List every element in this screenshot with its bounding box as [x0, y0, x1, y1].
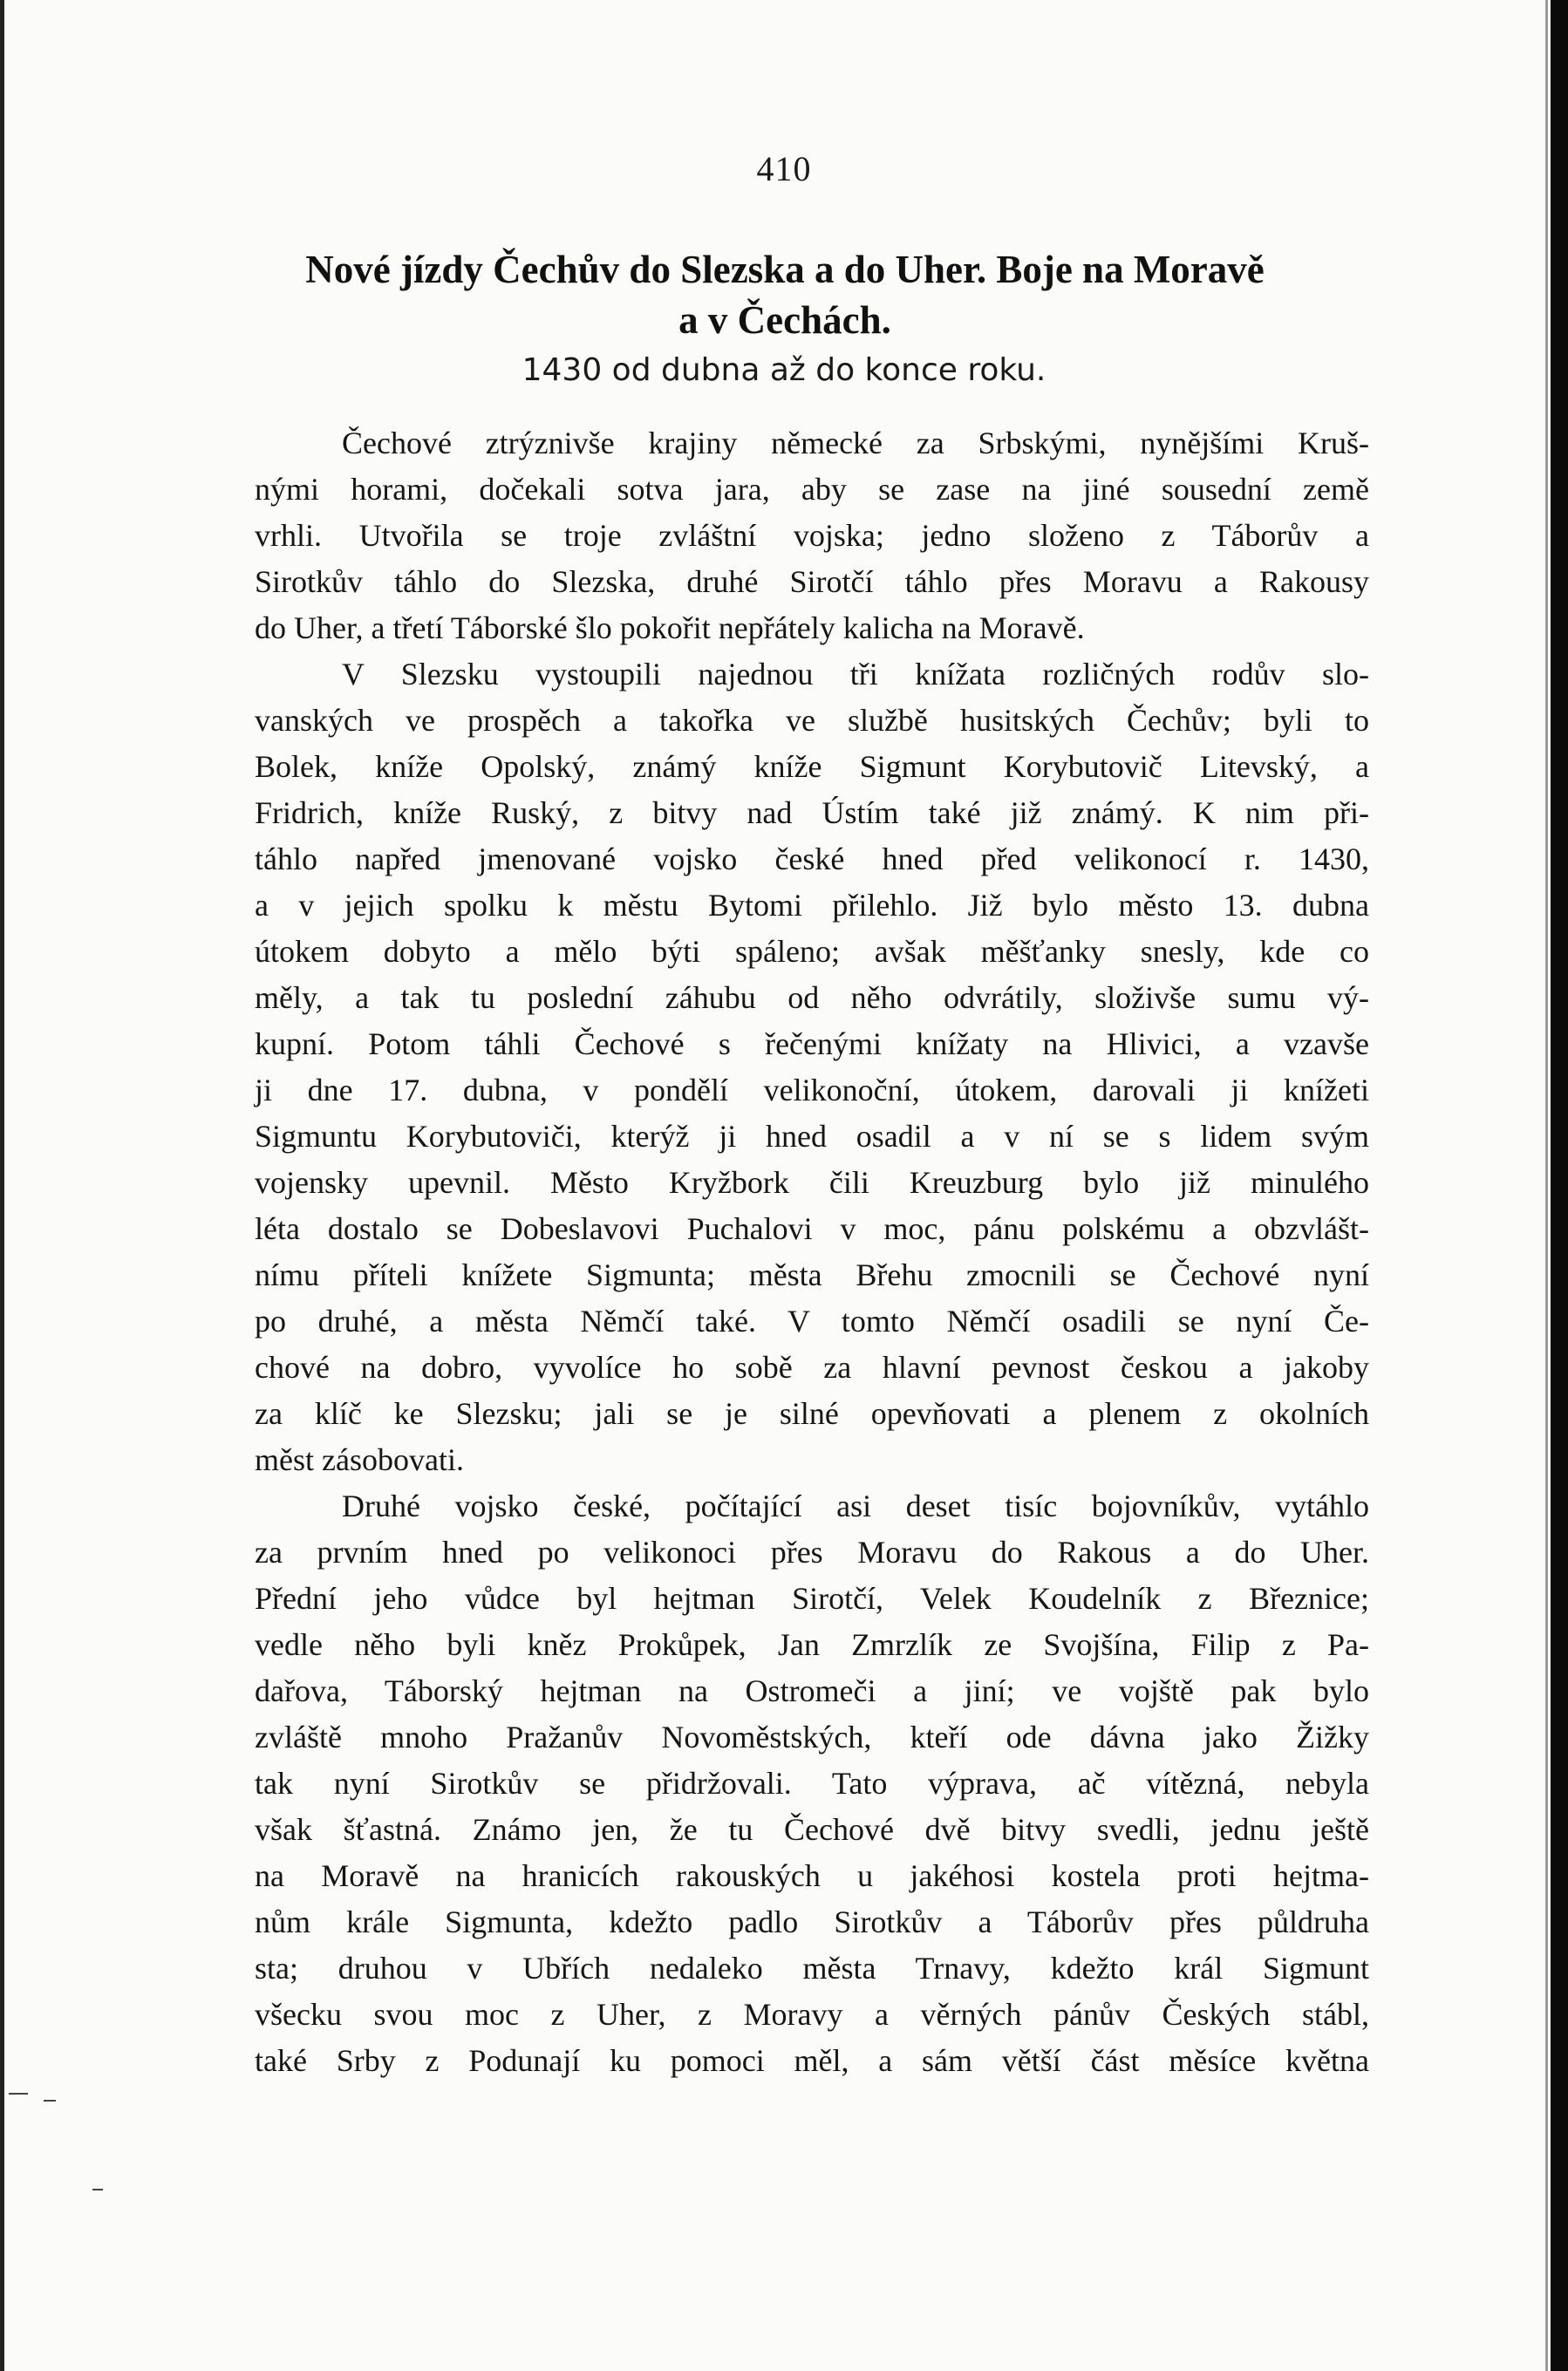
- heading-line: Nové jízdy Čechův do Slezska a do Uher. Boje na Moravě: [305, 248, 1265, 291]
- scan-mark: [44, 2100, 56, 2102]
- text-line: na Moravě na hranicích rakouských u jakéhosi kostela proti hejtma-: [255, 1858, 1369, 1893]
- page-number: 410: [756, 149, 812, 188]
- text-line: nými horami, dočekali sotva jara, aby se zase na jiné sousední země: [255, 472, 1369, 507]
- chapter-subheading: 1430 od dubna až do konce roku.: [522, 352, 1046, 388]
- text-line: vanských ve prospěch a takořka ve službě husitských Čechův; byli to: [255, 703, 1369, 738]
- scan-mark: [92, 2189, 103, 2190]
- text-line: vojensky upevnil. Město Kryžbork čili Kreuzburg bylo již minulého: [255, 1165, 1369, 1200]
- text-line: nímu příteli knížete Sigmunta; města Břehu zmocnili se Čechové nyní: [255, 1257, 1369, 1292]
- body-text: [255, 420, 1369, 2084]
- text-line: kupní. Potom táhli Čechové s řečenými knížaty na Hlivici, a vzavše: [255, 1026, 1369, 1061]
- text-line: Druhé vojsko české, počítající asi deset tisíc bojovníkův, vytáhlo: [342, 1489, 1369, 1523]
- heading-line: a v Čechách.: [678, 298, 891, 342]
- text-line: a v jejich spolku k městu Bytomi přilehlo. Již bylo město 13. dubna: [255, 888, 1369, 923]
- text-line: ji dne 17. dubna, v pondělí velikonoční, útokem, darovali ji knížeti: [255, 1073, 1369, 1107]
- text-line: také Srby z Podunají ku pomoci měl, a sám větší část měsíce května: [255, 2043, 1369, 2078]
- text-line: do Uher, a třetí Táborské šlo pokořit nepřátely kalicha na Moravě.: [255, 610, 1085, 645]
- text-line: zvláště mnoho Pražanův Novoměstských, kteří ode dávna jako Žižky: [255, 1720, 1369, 1754]
- text-line: táhlo napřed jmenované vojsko české hned před velikonocí r. 1430,: [255, 841, 1369, 876]
- text-line: po druhé, a města Němčí také. V tomto Němčí osadili se nyní Če-: [255, 1304, 1369, 1339]
- text-line: Sirotkův táhlo do Slezska, druhé Sirotčí táhlo přes Moravu a Rakousy: [255, 564, 1369, 599]
- text-line: Bolek, kníže Opolský, známý kníže Sigmunt Korybutovič Litevský, a: [255, 749, 1369, 784]
- text-line: Přední jeho vůdce byl hejtman Sirotčí, Velek Koudelník z Březnice;: [255, 1581, 1369, 1616]
- text-line: měst zásobovati.: [255, 1442, 464, 1477]
- text-line: útokem dobyto a mělo býti spáleno; avšak měšťanky snesly, kde co: [255, 934, 1369, 969]
- text-line: měly, a tak tu poslední záhubu od něho odvrátily, složivše sumu vý-: [255, 980, 1369, 1015]
- text-line: však šťastná. Známo jen, že tu Čechové dvě bitvy svedli, jednu ještě: [255, 1812, 1369, 1847]
- text-line: nům krále Sigmunta, kdežto padlo Sirotkův a Táborův přes půldruha: [255, 1904, 1369, 1939]
- text-line: léta dostalo se Dobeslavovi Puchalovi v moc, pánu polskému a obzvlášt-: [255, 1211, 1369, 1246]
- text-line: chové na dobro, vyvolíce ho sobě za hlavní pevnost českou a jakoby: [255, 1350, 1369, 1385]
- text-line: V Slezsku vystoupili najednou tři knížata rozličných rodův slo-: [342, 657, 1369, 692]
- text-line: Sigmuntu Korybutoviči, kterýž ji hned osadil a v ní se s lidem svým: [255, 1119, 1369, 1154]
- text-line: za prvním hned po velikonoci přes Moravu do Rakous a do Uher.: [255, 1535, 1369, 1570]
- text-line: Čechové ztrýznivše krajiny německé za Srbskými, nynějšími Kruš-: [342, 426, 1369, 460]
- text-line: všecku svou moc z Uher, z Moravy a věrných pánův Českých stábl,: [255, 1997, 1369, 2032]
- text-line: vrhli. Utvořila se troje zvláštní vojska; jedno složeno z Táborův a: [255, 518, 1369, 553]
- text-line: vedle něho byli kněz Prokůpek, Jan Zmrzlík ze Svojšína, Filip z Pa-: [255, 1627, 1369, 1662]
- text-line: sta; druhou v Ubřích nedaleko města Trnavy, kdežto král Sigmunt: [255, 1951, 1369, 1986]
- chapter-heading: [218, 244, 1352, 345]
- text-line: dařova, Táborský hejtman na Ostromeči a jiní; ve vojště pak bylo: [255, 1673, 1369, 1708]
- scan-mark: [9, 2093, 28, 2095]
- text-line: za klíč ke Slezsku; jali se je silné opevňovati a plenem z okolních: [255, 1396, 1369, 1431]
- text-line: Fridrich, kníže Ruský, z bitvy nad Ústím také již známý. K nim při-: [255, 795, 1369, 830]
- text-line: tak nyní Sirotkův se přidržovali. Tato výprava, ač vítězná, nebyla: [255, 1766, 1369, 1801]
